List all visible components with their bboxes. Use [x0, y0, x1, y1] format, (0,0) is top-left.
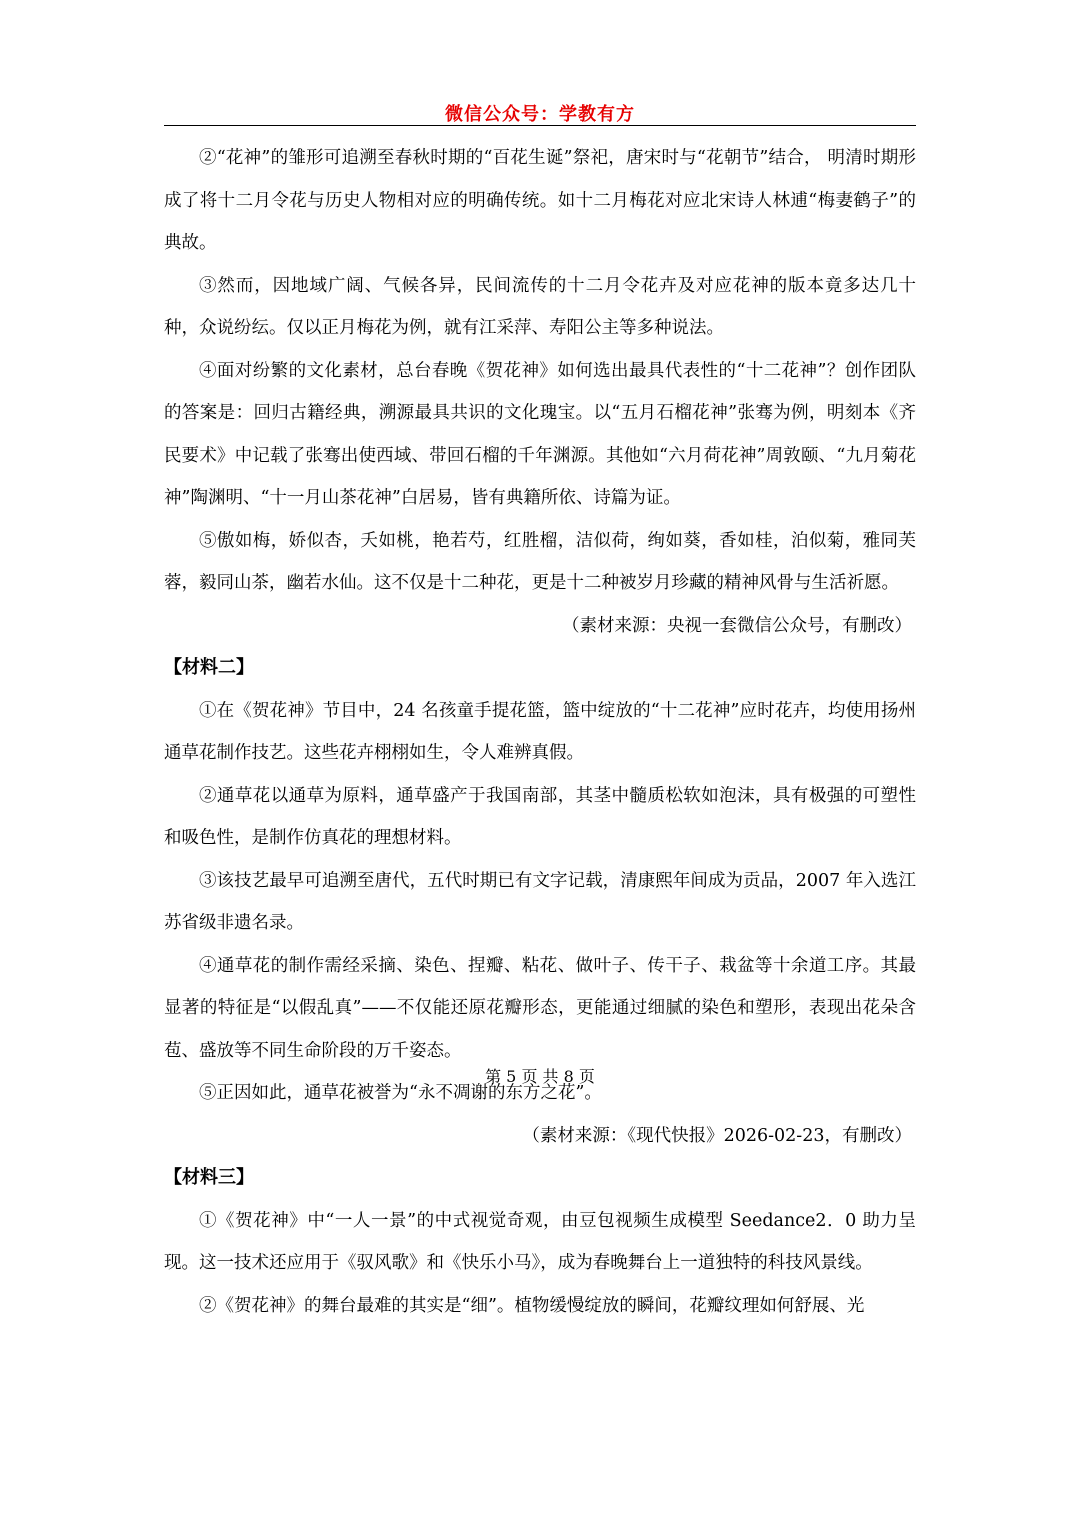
- material1-paragraph-5: ⑤傲如梅，娇似杏，夭如桃，艳若芍，红胜榴，洁似荷，绚如葵，香如桂，泊似菊，雅同芙蓉，毅同山茶，幽若水仙。这不仅是十二种花，更是十二种被岁月珍藏的精神风骨与生活祈愿。: [164, 530, 916, 593]
- material3-paragraph-1: ①《贺花神》中“一人一景”的中式视觉奇观，由豆包视频生成模型 Seedance2．0 助力呈现。这一技术还应用于《驭风歌》和《快乐小马》，成为春晚舞台上一道独特的科技风景线。: [164, 1210, 916, 1273]
- material1-source: （素材来源：央视一套微信公众号，有删改）: [562, 615, 912, 636]
- material1-paragraph-4: ④面对纷繁的文化素材，总台春晚《贺花神》如何选出最具代表性的“十二花神”？创作团队的答案是：回归古籍经典，溯源最具共识的文化瑰宝。以“五月石榴花神”张骞为例，明刻本《齐民要术》中记载了张骞出使西域、带回石榴的千年渊源。其他如“六月荷花神”周敦颐、“九月菊花神”陶渊明、“十一月山茶花神”白居易，皆有典籍所依、诗篇为证。: [164, 360, 916, 508]
- material2-paragraph-1: ①在《贺花神》节目中，24 名孩童手提花篮，篮中绽放的“十二花神”应时花卉，均使用扬州通草花制作技艺。这些花卉栩栩如生，令人难辨真假。: [164, 700, 916, 763]
- material2-paragraph-2: ②通草花以通草为原料，通草盛产于我国南部，其茎中髓质松软如泡沫，具有极强的可塑性和吸色性，是制作仿真花的理想材料。: [164, 785, 916, 848]
- material1-paragraph-3: ③然而，因地域广阔、气候各异，民间流传的十二月令花卉及对应花神的版本竟多达几十种，众说纷纭。仅以正月梅花为例，就有江采萍、寿阳公主等多种说法。: [164, 275, 916, 338]
- page-header-title: 微信公众号：学教有方: [445, 104, 635, 125]
- material2-paragraph-5: ⑤正因如此，通草花被誉为“永不凋谢的东方之花”。: [199, 1083, 602, 1103]
- material2-paragraph-3: ③该技艺最早可追溯至唐代，五代时期已有文字记载，清康熙年间成为贡品，2007 年入选江苏省级非遗名录。: [164, 870, 916, 933]
- material1-paragraph-2: ②“花神”的雏形可追溯至春秋时期的“百花生诞”祭祀，唐宋时与“花朝节”结合， 明清时期形成了将十二月令花与历史人物相对应的明确传统。如十二月梅花对应北宋诗人林逋“梅妻鹤子”的典故。: [164, 148, 916, 253]
- material2-paragraph-4: ④通草花的制作需经采摘、染色、捏瓣、粘花、做叶子、传干子、栽盆等十余道工序。其最显著的特征是“以假乱真”——不仅能还原花瓣形态，更能通过细腻的染色和塑形，表现出花朵含苞、盛放等不同生命阶段的万千姿态。: [164, 955, 916, 1061]
- header-divider: [164, 125, 916, 126]
- page-number: 第 5 页 共 8 页: [485, 1067, 595, 1086]
- material3-heading: 【材料三】: [164, 1167, 254, 1188]
- material2-heading: 【材料二】: [164, 657, 254, 678]
- material3-paragraph-2: ②《贺花神》的舞台最难的其实是“细”。植物缓慢绽放的瞬间，花瓣纹理如何舒展、光: [199, 1295, 865, 1316]
- material2-source: （素材来源：《现代快报》2026-02-23，有删改）: [522, 1125, 912, 1146]
- document-body: [164, 137, 916, 1327]
